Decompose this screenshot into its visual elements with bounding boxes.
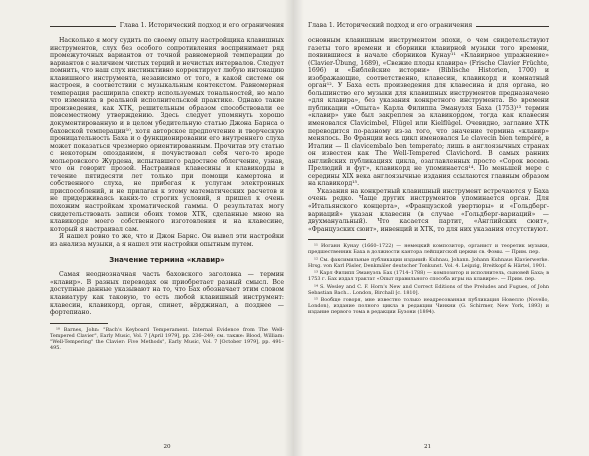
book-gutter-shadow [284,0,304,456]
paragraph: Указания на конкретный клавишный инструмент встречаются у Баха очень редко. Чаще других инструментов упоминается орган. Для «Итальянского концерта», «Французской увертюры» и «Гольдберг-вариаций» указан клавесин (в случае «Гольдберг-вариаций» — двухмануальный). Что касается партит, «Английских сюит», «Французских сюит», инвенций и ХТК, то для них указания отсутствуют. [308,187,549,233]
footnote: ¹³ Карл Филипп Эмануэль Бах (1714–1788) — композитор и исполнитель, сыновей Баха; в 1753 г. Бах издал трактат «Опыт правильного способа игры на клавире». — Прим. пер. [308,270,549,283]
section-heading: Значение термина «клавир» [109,256,225,265]
running-head-text: Глава 1. Исторический подход и его ограничения [119,22,284,29]
right-body-text [308,37,549,233]
running-head-text: Глава 1. Исторический подход и его ограничения [308,22,473,29]
head-rule [476,26,549,27]
left-body-text [50,37,284,317]
footnotes-left [50,323,284,351]
footnotes-right [308,239,549,315]
page-number: 21 [423,444,432,450]
paragraph: Я нашел ровно то же, что и Джон Барнс. Он вывел эти настройки из анализа музыки, а я нашел эти настройки опытным путем. [50,233,284,248]
paragraph: Насколько я могу судить по своему опыту настройщика клавишных инструментов, слух без особого сопротивления воспринимает ряд промежуточных вариантов от точной равномерной темперации до вариантов с наличием чистых терций и нечистых интервалов. Следует помнить, что наш слух инстинктивно корректирует любую интонацию клавишного инструмента, независимо от того, в какой системе он настроен, в соответствии с музыкальным контекстом. Равномерная темперация расширила спектр используемых тональностей, но мало что изменила в реальной исполнительской практике. Однако такие произведения, как ХТК, решительным образом способствовали ее повсеместному утверждению. Здесь следует упомянуть хорошо документированную и в целом убедительную статью Джона Барнса о баховской темперации¹⁰, хотя авторское предпочтение и творческую проницательность Баха и о функционировании его внутреннего слуха может показаться чрезмерно ориентированным. Прочитав эту статью с некоторым опозданием, я почувствовал себя чего-то вроде мольеровского Журдена, испытавшего радостное облегчение, узнав, что он говорит прозой. Настраивая клавесины и клавикорды в течение пятидесяти лет только при помощи камертона и собственного слуха, не прибегая к услугам электронных приспособлений, и не прилагая к этому математических расчетов и не придерживаясь каких-то строгих условий, я пришел к очень похожим настройкам хроматической гаммы. О результатах могу свидетельствовать записи обоих томов ХТК, сделанные мною на клавикорде моего собственного изготовления и на клавесине, который я настраивал сам. [50,37,284,233]
footnote: ¹⁴ S. Wesley and C. F. Horn's New and Correct Editions of the Preludes and Fugues, of John Sebastian Bach… London, Birchall [c. 1810]. [308,283,549,296]
footnote: ¹⁵ Вообще говоря, мне известно только неадресованная публикация Новелло (Novello, London), издание полного цикла в редакции Чинкни (G. Schirmer, New York, 1893) и издание первого тома в редакции Бузони (1894). [308,297,549,316]
right-page [294,0,589,456]
paragraph: основным клавишным инструментом эпохи, о чем свидетельствуют газеты того времени и сборники клавирной музыки того времени, появившиеся в начале сборников Кунау¹¹ «Клавирное упражнение» (Clavier-Übung, 1689), «Свежие плоды клавира» (Frische Clavier Früchte, 1696) и «Библейские истории» (Biblische Historien, 1700) и изображающие, соответственно, клавесин, клавикорд и комнатный орган¹². У Баха есть произведения для клавесина и для органа, но большинство его музыки для клавишных инструментов предназначено «для клавира», без указания конкретного инструмента. Во времени публикации «Опыта» Карла Филиппа Эмануэля Баха (1753)¹³ термин «клавир» уже был закреплен за клавикордом, тогда как клавесин именовался Clavicimbel, Flügel или Kielflügel. Очевидно, заглавие ХТК переводится по-разному из-за того, что значение термина «клавир» менялось. Во Франции весь цикл именовался Le clavecin bien tempéré, в Италии — Il clavicembalo ben temperato; лишь в англоязычных странах он известен как The Well-Tempered Clavichord. В самых ранних английских публикациях цикла, озаглавленных просто «Сорок восемь Прелюдий и фуг», клавикорд не упоминается¹⁴. По меньшей мере с середины XIX века англоязычные издания ссылаются главным образом на клавикорд¹⁵. [308,37,549,188]
footnote: ¹² См. факсимильные публикации изданий: Kuhnau, Johann. Johann Kuhnaus Klavierwerke. Hrsg. von Karl Päsler, Denkmäler deutscher Tonkunst. Vol. 4. Leipzig, Breitkopf & Härtel, 1901. [308,256,549,269]
footnote: ¹⁰ Barnes, John: "Bach's Keyboard Temperament. Internal Evidence from The Well-Tempered Clavier", Early Music, Vol. 7 [April 1979], pp. 236–249; см. также: Blood, William: "Well-Tempering" the Clavier: Five Methods", Early Music, Vol. 7 [October 1979], pp. 491–495. [50,326,284,351]
left-page [0,0,294,456]
head-rule [50,26,116,27]
running-head-left [50,22,284,30]
footnote-rule [308,239,366,240]
running-head-right [308,22,549,30]
page-number: 20 [163,444,171,450]
footnote-rule [50,323,108,324]
footnote: ¹¹ Иоганн Кунау (1660–1722) — немецкий композитор, органист и теоретик музыки, предшественник Баха в должности кантора лейпцигской церкви св. Фомы. — Прим. пер. [308,243,549,256]
paragraph: Самая неоднозначная часть баховского заголовка — термин «клавир». В разных переводах он приобретает разный смысл. Все доступные данные указывают на то, что Бах обозначает этим словом клавиатуру как таковую, то есть любой клавишный инструмент: клавесин, клавикорд, орган, спинет, вёрджинал, а позднее — фортепиано. [50,271,284,317]
